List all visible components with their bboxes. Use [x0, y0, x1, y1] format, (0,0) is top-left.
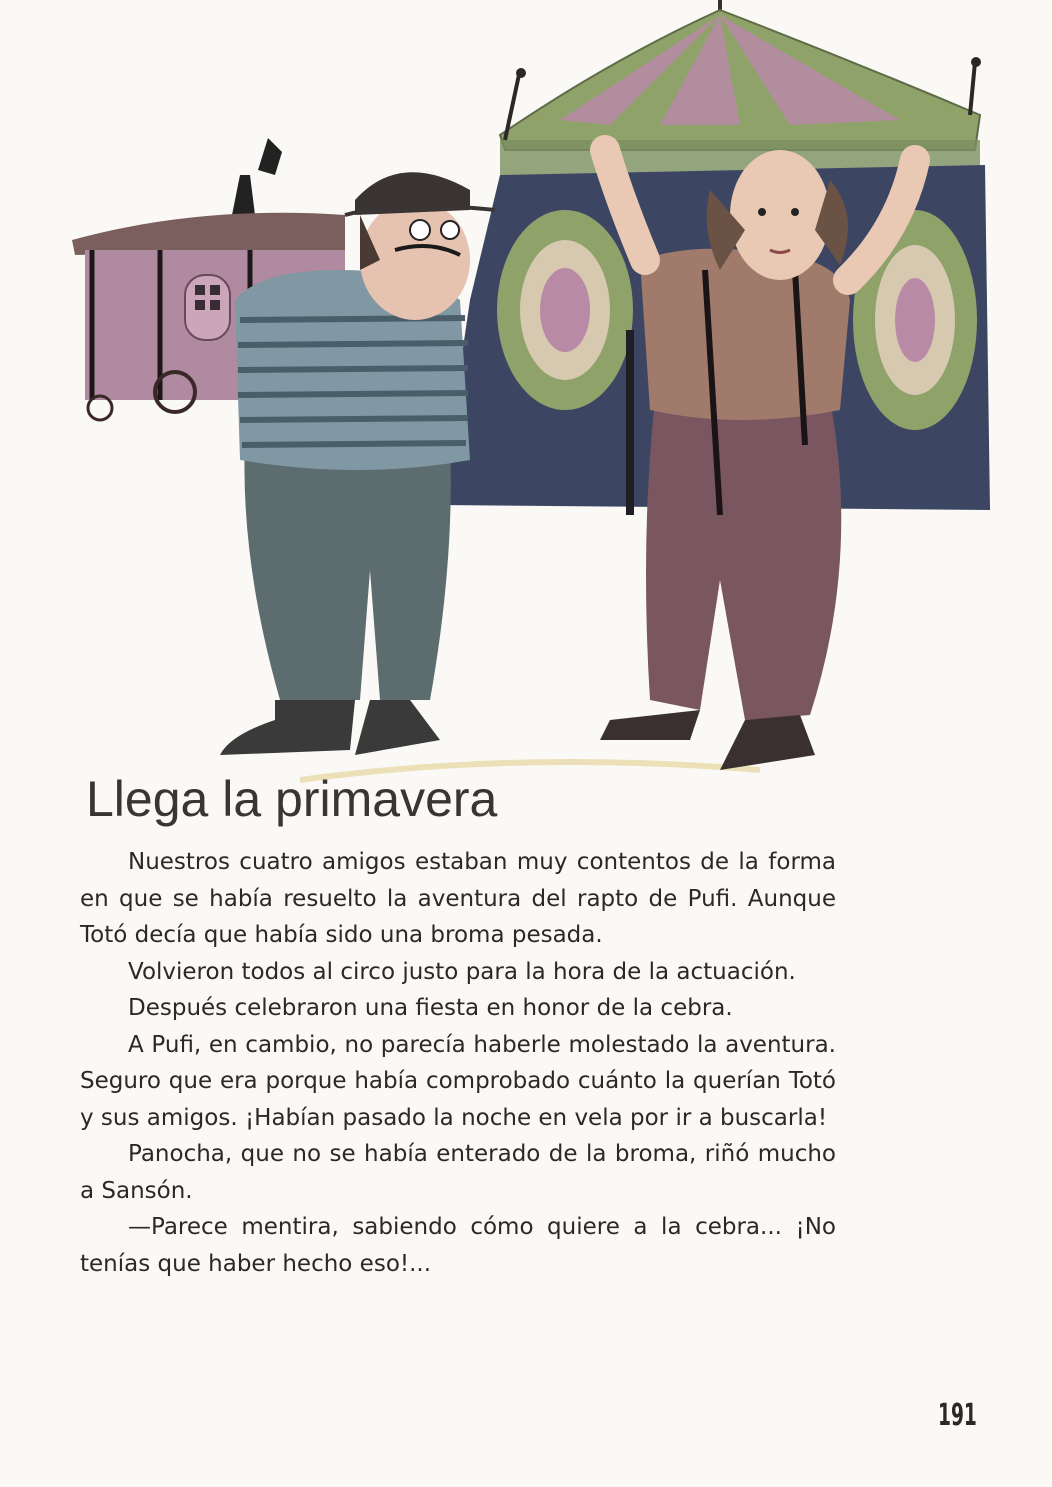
story-text	[80, 844, 836, 1282]
page-number: 191	[938, 1398, 977, 1433]
page-title: Llega la primavera	[86, 771, 498, 827]
paragraph: Volvieron todos al circo justo para la hora de la actuación.	[128, 958, 796, 985]
paragraph: Panocha, que no se había enterado de la broma, riñó mucho a Sansón.	[80, 1141, 836, 1204]
paragraph: —Parece mentira, sabiendo cómo quiere a la cebra... ¡No tenías que haber hecho eso!...	[80, 1214, 836, 1277]
paragraph: Después celebraron una fiesta en honor de la cebra.	[128, 995, 733, 1021]
paragraph: A Pufi, en cambio, no parecía haberle molestado la aventura. Seguro que era porque había comprobado cuánto la querían Totó y sus amigos. ¡Habían pasado la noche en vela por ir a buscarla!	[80, 1031, 836, 1131]
paragraph: Nuestros cuatro amigos estaban muy contentos de la forma en que se había resuelto la aventura del rapto de Pufi. Aunque Totó decía que había sido una broma pesada.	[80, 849, 836, 948]
